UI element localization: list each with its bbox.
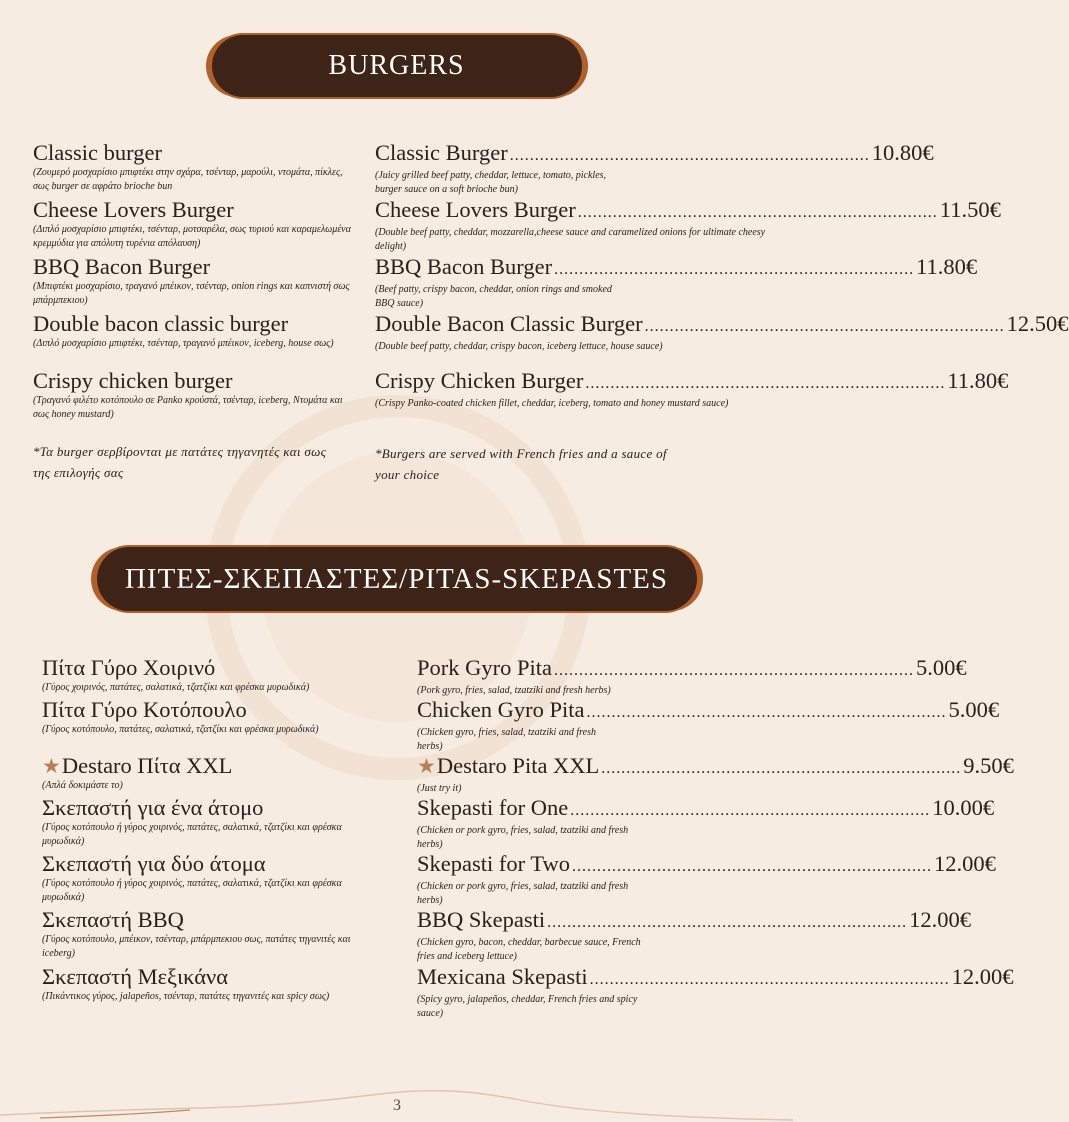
item-price: 11.80€	[947, 368, 1009, 393]
item-name: Classic burger	[33, 140, 162, 165]
pitas-greek-column	[42, 656, 382, 1036]
item-name: Πίτα Γύρο Χοιρινό	[42, 655, 216, 680]
item-name: Skepasti for One	[417, 795, 569, 820]
menu-item	[42, 754, 382, 793]
item-description: (Spicy gyro, jalapeños, cheddar, French fries and spicy sauce)	[417, 994, 638, 1019]
dot-leader: ........................................................................	[554, 662, 914, 679]
item-description: (Γύρος κοτόπουλο, μπέικον, τσένταρ, μπάρμπεκιου σως, πατάτες τηγανιτές και iceberg)	[42, 934, 351, 959]
item-name: BBQ Bacon Burger	[33, 254, 211, 279]
item-price: 5.00€	[916, 655, 967, 680]
menu-item	[375, 368, 1009, 411]
menu-item	[417, 655, 967, 698]
item-description: (Διπλό μοσχαρίσιο μπιφτέκι, τσένταρ, μοτσαρέλα, σως τυριού και καραμελωμένα κρεμμύδια για απόλυτη τυρένια απόλαυση)	[33, 224, 351, 249]
dot-leader: ........................................................................	[601, 760, 962, 777]
menu-item	[375, 140, 934, 197]
item-description: (Απλά δοκιμάστε το)	[42, 780, 123, 791]
item-description: (Double beef patty, cheddar, mozzarella,cheese sauce and caramelized onions for ultimate cheesy delight)	[375, 227, 766, 252]
item-price: 12.00€	[934, 851, 996, 876]
item-description: (Γύρος κοτόπουλο, πατάτες, σαλατικά, τζατζίκι και φρέσκα μυρωδικά)	[42, 724, 319, 735]
item-name: Cheese Lovers Burger	[33, 197, 234, 222]
burgers-english-column	[375, 140, 1069, 441]
item-name: Σκεπαστή για ένα άτομο	[42, 795, 264, 820]
menu-item	[33, 312, 353, 351]
dot-leader: ........................................................................	[572, 858, 932, 875]
item-name: Double bacon classic burger	[33, 311, 289, 336]
item-description: (Chicken or pork gyro, fries, salad, tzatziki and fresh herbs)	[417, 881, 629, 906]
item-description: (Τραγανό φιλέτο κοτόπουλο σε Panko κρούστά, τσένταρ, iceberg, Ντομάτα και σως honey mustard)	[33, 395, 343, 420]
menu-item	[417, 697, 1000, 754]
menu-item	[375, 311, 1069, 354]
menu-item	[42, 908, 382, 961]
menu-item	[375, 254, 978, 311]
item-name: Destaro Πίτα XXL	[61, 753, 233, 778]
menu-item	[42, 656, 382, 695]
item-name: BBQ Bacon Burger	[375, 254, 553, 279]
item-price: 11.80€	[916, 254, 978, 279]
menu-item	[33, 255, 353, 308]
pitas-header	[0, 547, 793, 611]
burgers-note-english: *Burgers are served with French fries and a sauce of your choice	[375, 446, 667, 482]
item-description: (Double beef patty, cheddar, crispy bacon, iceberg lettuce, house sauce)	[375, 341, 663, 352]
item-price: 10.80€	[871, 140, 934, 165]
item-name: Classic Burger	[375, 140, 508, 165]
item-description: (Chicken gyro, fries, salad, tzatziki and fresh herbs)	[417, 727, 596, 752]
item-price: 12.00€	[951, 964, 1014, 989]
item-name: Double Bacon Classic Burger	[375, 311, 643, 336]
menu-item	[417, 964, 1014, 1021]
page-number: 3	[393, 1097, 401, 1114]
item-description: (Chicken or pork gyro, fries, salad, tzatziki and fresh herbs)	[417, 825, 629, 850]
menu-item	[42, 796, 382, 849]
item-description: (Pork gyro, fries, salad, tzatziki and fresh herbs)	[417, 685, 611, 696]
item-price: 9.50€	[963, 753, 1014, 778]
dot-leader: ........................................................................	[509, 147, 870, 164]
menu-item	[417, 795, 995, 852]
item-name: Σκεπαστή για δύο άτομα	[42, 851, 266, 876]
menu-item	[33, 141, 353, 194]
item-name: Destaro Pita XXL	[436, 753, 600, 778]
menu-item	[33, 198, 353, 251]
item-name: Crispy chicken burger	[33, 368, 233, 393]
dot-leader: ........................................................................	[554, 261, 915, 278]
item-name: BBQ Skepasti	[417, 907, 546, 932]
burgers-heading: BURGERS	[212, 35, 582, 97]
item-price: 11.50€	[939, 197, 1001, 222]
item-price: 12.50€	[1006, 311, 1069, 336]
menu-item	[417, 753, 1014, 796]
item-description: (Juicy grilled beef patty, cheddar, lettuce, tomato, pickles, burger sauce on a soft brioche bun)	[375, 170, 607, 195]
item-description: (Ζουμερό μοσχαρίσιο μπιφτέκι στην σχάρα, τσένταρ, μαρούλι, ντομάτα, πίκλες, σως burger σε αφράτο brioche bun	[33, 167, 343, 192]
menu-item	[417, 907, 972, 964]
item-name: Chicken Gyro Pita	[417, 697, 585, 722]
item-name: Cheese Lovers Burger	[375, 197, 576, 222]
star-icon: ★	[417, 754, 436, 778]
item-description: (Γύρος κοτόπουλο ή γύρος χοιρινός, πατάτες, σαλατικά, τζατζίκι και φρέσκα μυρωδικά)	[42, 878, 342, 903]
item-name: Crispy Chicken Burger	[375, 368, 584, 393]
menu-item	[42, 698, 382, 737]
item-description: (Γύρος χοιρινός, πατάτες, σαλατικά, τζατζίκι και φρέσκα μυρωδικά)	[42, 682, 310, 693]
item-name: Pork Gyro Pita	[417, 655, 552, 680]
star-icon: ★	[42, 754, 61, 778]
burgers-header	[0, 35, 793, 97]
item-name: Skepasti for Two	[417, 851, 570, 876]
menu-item	[42, 965, 382, 1004]
item-name: Mexicana Skepasti	[417, 964, 588, 989]
dot-leader: ........................................................................	[547, 914, 908, 931]
item-description: (Γύρος κοτόπουλο ή γύρος χοιρινός, πατάτες, σαλατικά, τζατζίκι και φρέσκα μυρωδικά)	[42, 822, 342, 847]
dot-leader: ........................................................................	[589, 971, 950, 988]
dot-leader: ........................................................................	[585, 375, 946, 392]
burgers-greek-column	[33, 141, 353, 441]
dot-leader: ........................................................................	[577, 204, 938, 221]
item-description: (Διπλό μοσχαρίσιο μπιφτέκι, τσένταρ, τραγανό μπέικον, iceberg, house σως)	[33, 338, 334, 349]
item-description: (Μπιφτέκι μοσχαρίσιο, τραγανό μπέικον, τσένταρ, onion rings και καπνιστή σως μπάρμπεκιου)	[33, 281, 350, 306]
item-price: 12.00€	[909, 907, 972, 932]
item-name: Πίτα Γύρο Κοτόπουλο	[42, 697, 247, 722]
dot-leader: ........................................................................	[570, 802, 931, 819]
menu-item	[33, 369, 353, 422]
item-price: 5.00€	[948, 697, 1000, 722]
menu-item	[417, 851, 996, 908]
item-description: (Just try it)	[417, 783, 462, 794]
item-price: 10.00€	[932, 795, 995, 820]
item-name: Σκεπαστή BBQ	[42, 907, 184, 932]
item-description: (Crispy Panko-coated chicken fillet, cheddar, iceberg, tomato and honey mustard sauce)	[375, 398, 729, 409]
item-name: Σκεπαστή Μεξικάνα	[42, 964, 229, 989]
menu-item	[42, 852, 382, 905]
item-description: (Πικάντικος γύρος, jalapeños, τσένταρ, πατάτες τηγανιτές και spicy σως)	[42, 991, 330, 1002]
burgers-note-greek: *Τα burger σερβίρονται με πατάτες τηγανητές και σως της επιλογής σας	[33, 444, 327, 480]
menu-item	[375, 197, 1001, 254]
pitas-heading: ΠΙΤΕΣ-ΣΚΕΠΑΣΤΕΣ/PITAS-SKEPASTES	[97, 547, 697, 611]
item-description: (Beef patty, crispy bacon, cheddar, onion rings and smoked BBQ sauce)	[375, 284, 612, 309]
item-description: (Chicken gyro, bacon, cheddar, barbecue sauce, French fries and iceberg lettuce)	[417, 937, 641, 962]
dot-leader: ........................................................................	[586, 704, 947, 721]
pitas-english-column	[417, 655, 1014, 1036]
dot-leader: ........................................................................	[644, 318, 1005, 335]
